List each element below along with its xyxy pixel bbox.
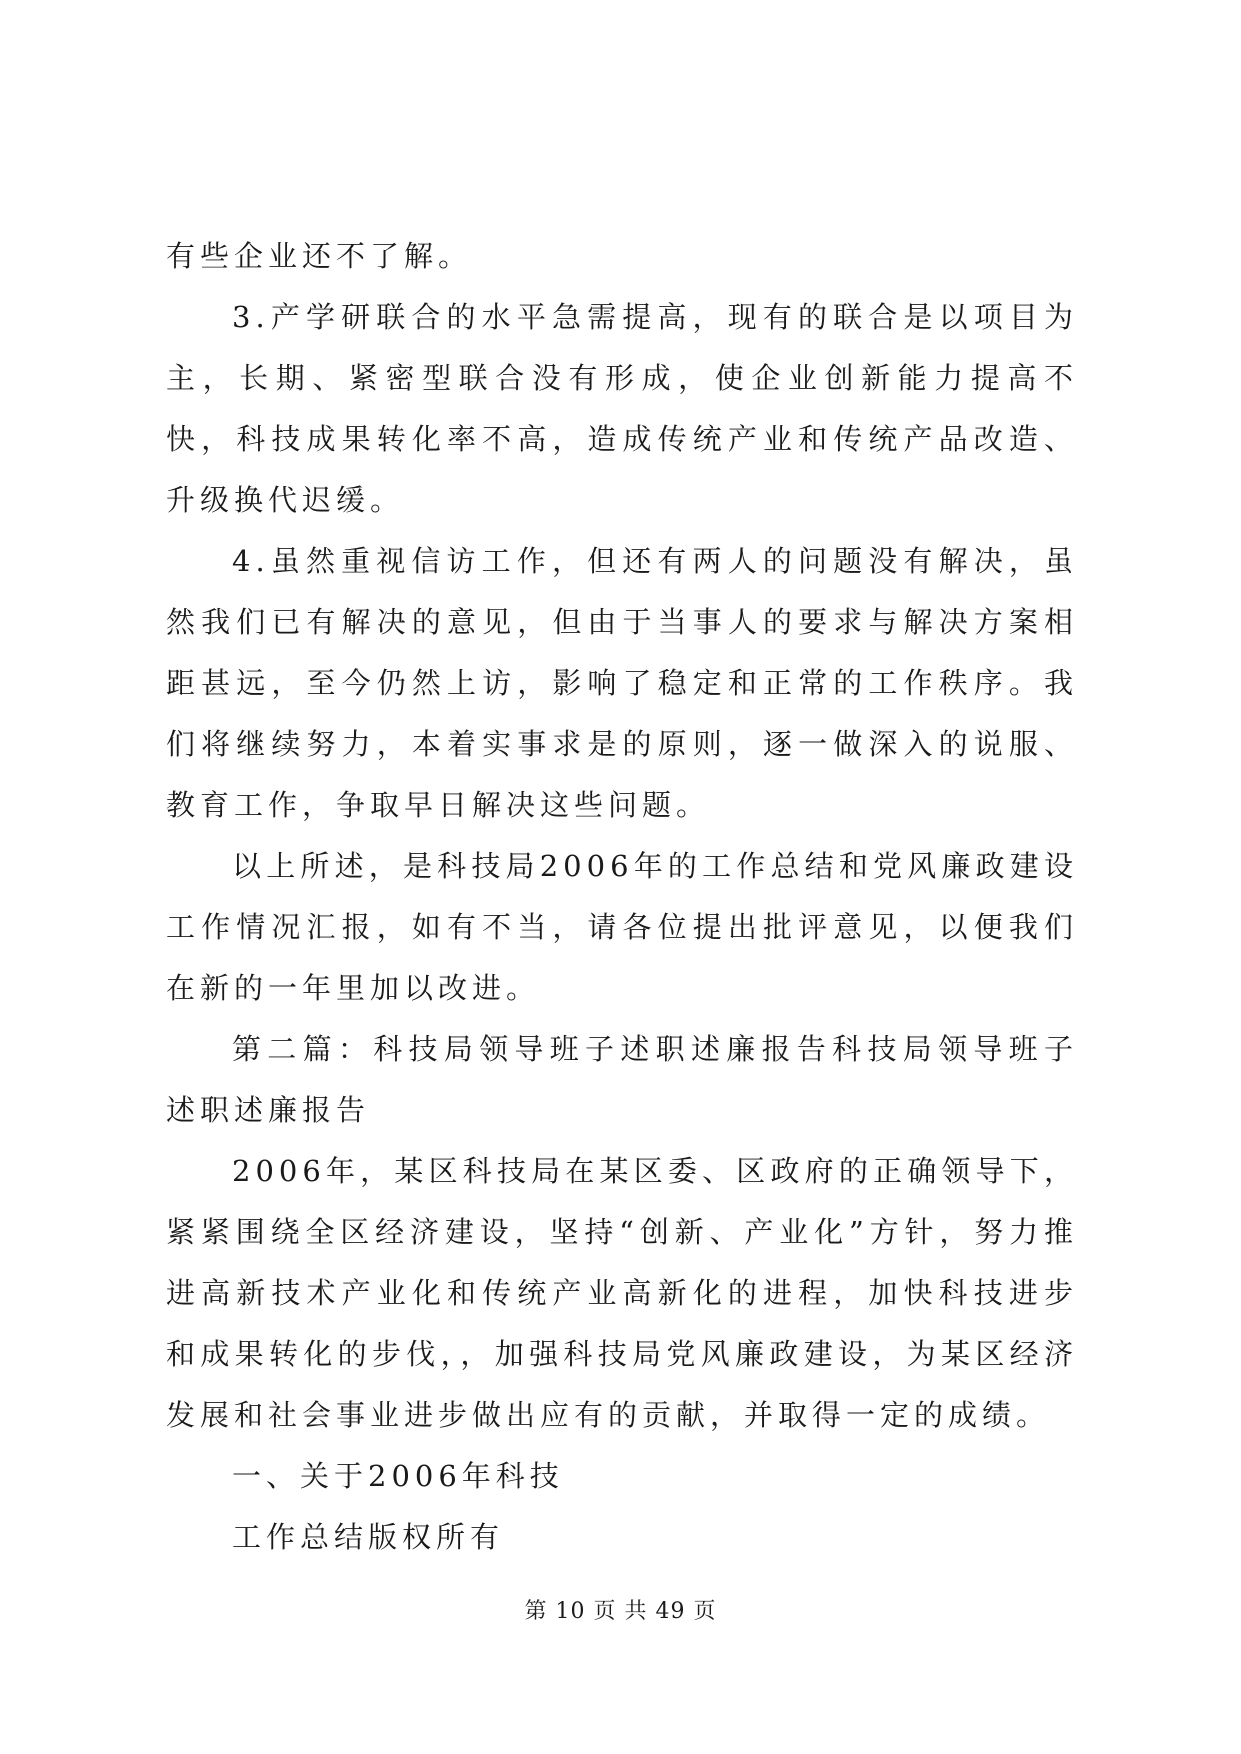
- paragraph-copyright-note: 工作总结版权所有: [232, 1520, 505, 1554]
- page-number-footer: 第 10 页 共 49 页: [524, 1599, 717, 1624]
- paragraph-item-3: 3.产学研联合的水平急需提高，现有的联合是以项目为主，长期、紧密型联合没有形成，使企业创新能力提高不快，科技成果转化率不高，造成传统产业和传统产品改造、升级换代迟缓。: [166, 300, 1078, 517]
- paragraph-continuation: 有些企业还不了解。: [166, 239, 473, 273]
- subheading-one: 一、关于2006年科技: [232, 1459, 564, 1493]
- paragraph-summary: 以上所述，是科技局2006年的工作总结和党风廉政建设工作情况汇报，如有不当，请各位提出批评意见，以便我们在新的一年里加以改进。: [166, 849, 1078, 1005]
- paragraph-item-4: 4.虽然重视信访工作，但还有两人的问题没有解决，虽然我们已有解决的意见，但由于当事人的要求与解决方案相距甚远，至今仍然上访，影响了稳定和正常的工作秩序。我们将继续努力，本着实事求是的原则，逐一做深入的说服、教育工作，争取早日解决这些问题。: [166, 544, 1078, 822]
- document-body: [166, 226, 1078, 1568]
- paragraph-intro: 2006年，某区科技局在某区委、区政府的正确领导下，紧紧围绕全区经济建设，坚持“创新、产业化”方针，努力推进高新技术产业化和传统产业高新化的进程，加快科技进步和成果转化的步伐，，加强科技局党风廉政建设，为某区经济发展和社会事业进步做出应有的贡献，并取得一定的成绩。: [166, 1154, 1078, 1432]
- section-heading-part-two: 第二篇：科技局领导班子述职述廉报告科技局领导班子述职述廉报告: [166, 1032, 1078, 1127]
